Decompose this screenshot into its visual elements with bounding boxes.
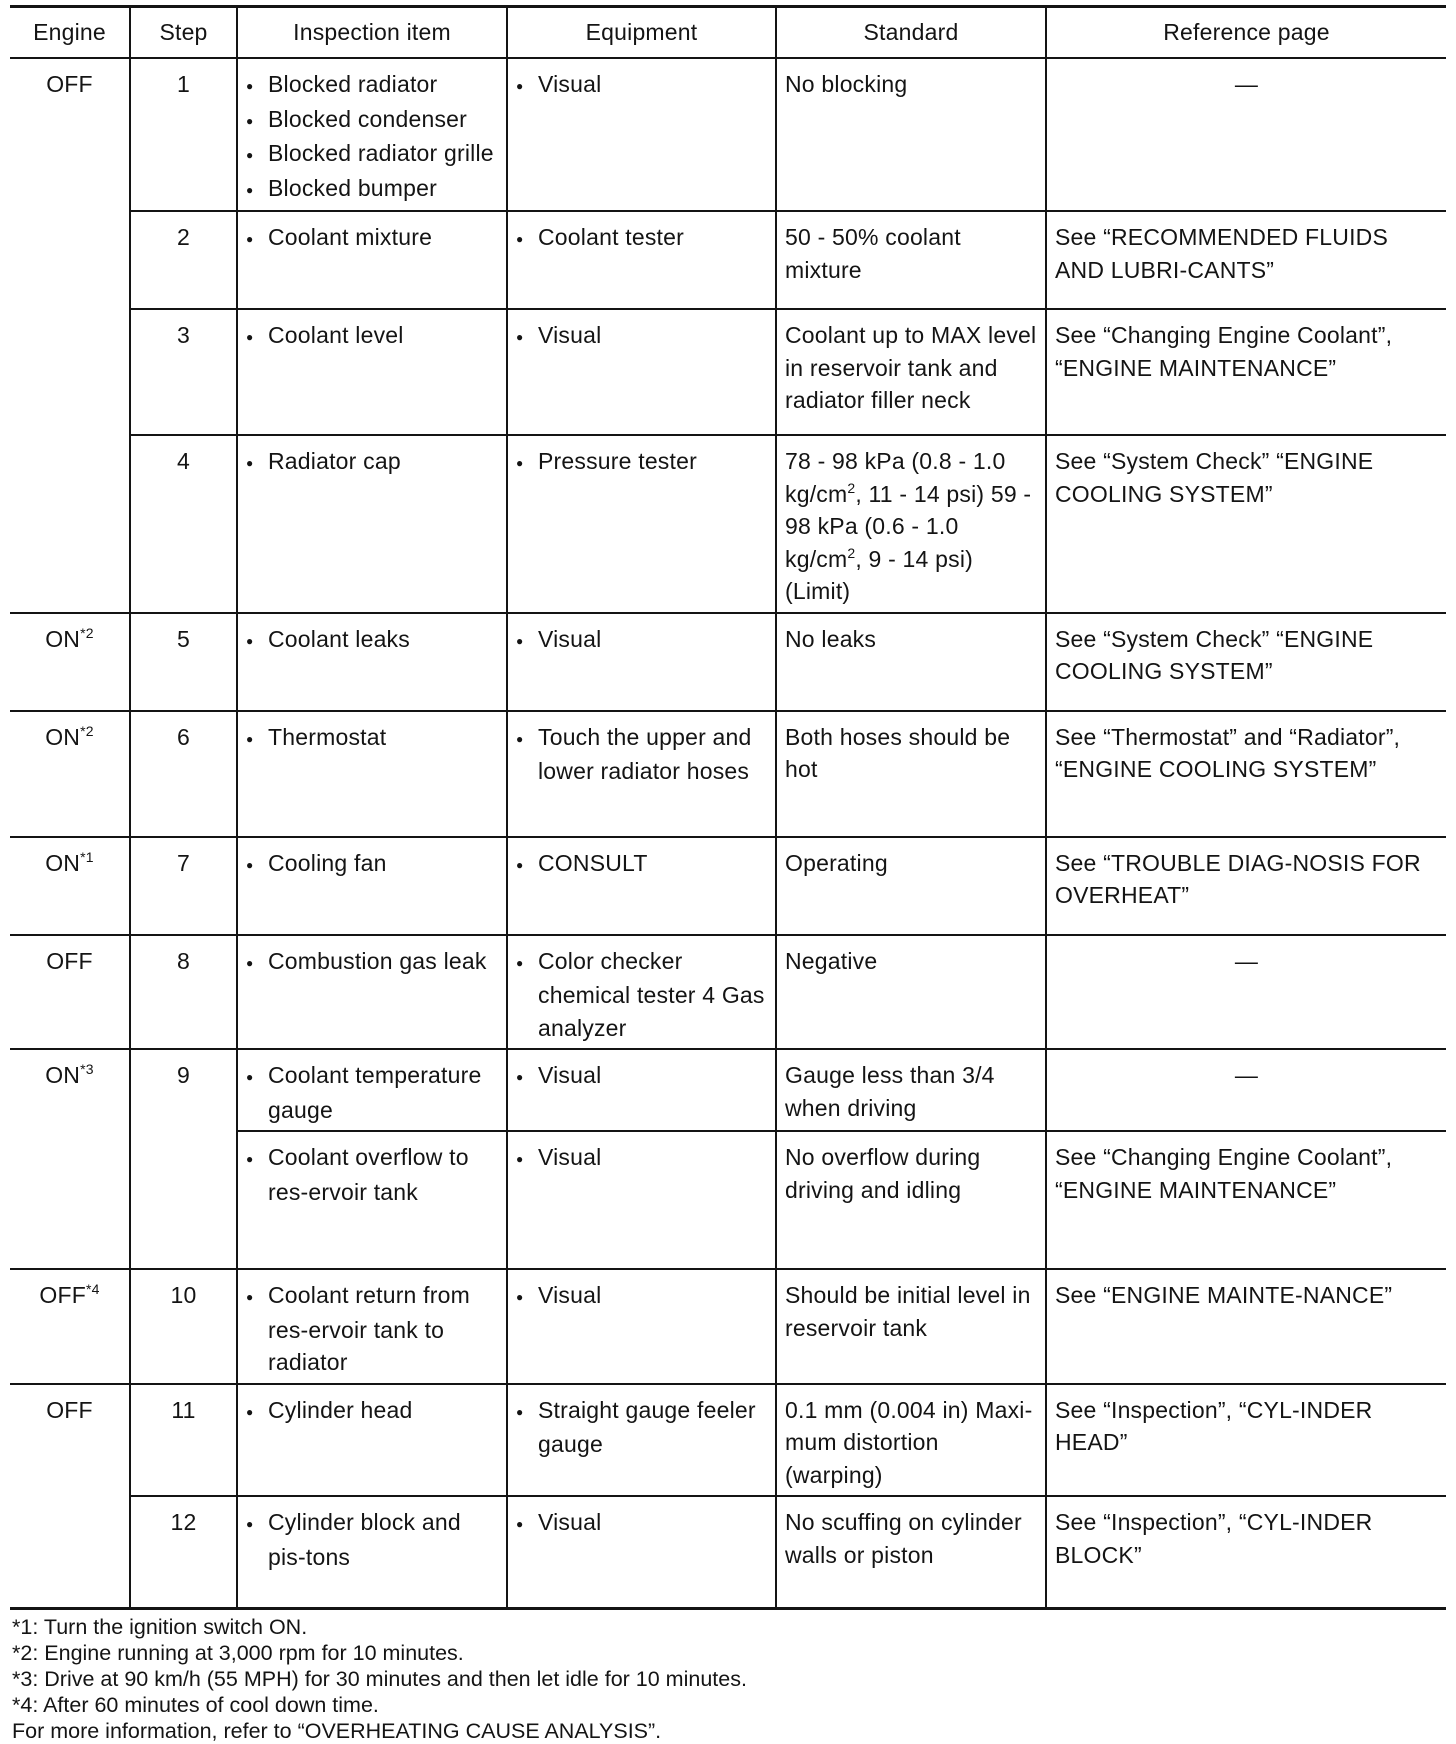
equipment-cell xyxy=(507,935,776,1050)
header-engine: Engine xyxy=(10,7,130,59)
inspection-item: ● Cooling fan xyxy=(246,847,498,882)
equipment-item: ● Visual xyxy=(516,623,767,658)
table-row xyxy=(10,1496,1446,1608)
engine-cell xyxy=(10,613,130,711)
reference-cell: See “System Check” “ENGINE COOLING SYSTEM” xyxy=(1046,613,1446,711)
reference-cell: See “Thermostat” and “Radiator”, “ENGINE COOLING SYSTEM” xyxy=(1046,711,1446,837)
step-cell: 3 xyxy=(130,309,237,435)
standard-cell: Negative xyxy=(776,935,1046,1050)
reference-cell: See “Inspection”, “CYL-INDER HEAD” xyxy=(1046,1384,1446,1497)
inspection-item: ● Radiator cap xyxy=(246,445,498,480)
header-inspection-item: Inspection item xyxy=(237,7,507,59)
standard-cell: No blocking xyxy=(776,58,1046,211)
table-row xyxy=(10,613,1446,711)
table-row xyxy=(10,1131,1446,1269)
table-row xyxy=(10,1049,1446,1131)
engine-cell xyxy=(10,58,130,211)
step-cell: 7 xyxy=(130,837,237,935)
header-equipment: Equipment xyxy=(507,7,776,59)
reference-cell: See “System Check” “ENGINE COOLING SYSTEM” xyxy=(1046,435,1446,613)
inspection-item: ● Cylinder head xyxy=(246,1394,498,1429)
standard-cell xyxy=(776,435,1046,613)
inspection-item-cell xyxy=(237,1496,507,1608)
step-cell: 5 xyxy=(130,613,237,711)
superscript: 2 xyxy=(847,479,856,496)
engine-state: OFF xyxy=(39,1282,86,1308)
reference-cell: See “Changing Engine Coolant”, “ENGINE MAINTENANCE” xyxy=(1046,1131,1446,1269)
standard-cell: Coolant up to MAX level in reservoir tank and radiator filler neck xyxy=(776,309,1046,435)
equipment-cell xyxy=(507,309,776,435)
reference-cell: See “Inspection”, “CYL-INDER BLOCK” xyxy=(1046,1496,1446,1608)
equipment-item: ● Color checker chemical tester 4 Gas analyzer xyxy=(516,945,767,1045)
engine-state: OFF xyxy=(46,71,93,97)
inspection-item: ● Coolant level xyxy=(246,319,498,354)
header-step: Step xyxy=(130,7,237,59)
engine-note: *1 xyxy=(80,848,94,865)
reference-cell: See “ENGINE MAINTE-NANCE” xyxy=(1046,1269,1446,1384)
standard-cell: No leaks xyxy=(776,613,1046,711)
step-cell xyxy=(130,1131,237,1269)
inspection-item: ● Blocked bumper xyxy=(246,172,498,207)
engine-note: *3 xyxy=(80,1061,94,1077)
standard-cell: Should be initial level in reservoir tank xyxy=(776,1269,1046,1384)
standard-cell: No overflow during driving and idling xyxy=(776,1131,1046,1269)
overheating-inspection-table xyxy=(10,5,1446,1610)
equipment-item: ● Coolant tester xyxy=(516,221,767,256)
table-header-row xyxy=(10,7,1446,59)
inspection-item-cell xyxy=(237,711,507,837)
header-reference-page: Reference page xyxy=(1046,7,1446,59)
standard-cell: Operating xyxy=(776,837,1046,935)
table-row xyxy=(10,837,1446,935)
step-cell: 6 xyxy=(130,711,237,837)
engine-state: ON xyxy=(45,849,81,876)
inspection-item: ● Blocked condenser xyxy=(246,103,498,138)
inspection-item-cell xyxy=(237,309,507,435)
inspection-item: ● Coolant return from res-ervoir tank to radiator xyxy=(246,1279,498,1379)
standard-text: , 9 - 14 psi) (Limit) xyxy=(785,545,973,604)
inspection-item-cell xyxy=(237,613,507,711)
engine-state: ON xyxy=(45,723,81,750)
engine-cell xyxy=(10,935,130,1050)
header-standard: Standard xyxy=(776,7,1046,59)
table-row xyxy=(10,711,1446,837)
inspection-item: ● Thermostat xyxy=(246,721,498,756)
engine-cell xyxy=(10,309,130,435)
inspection-item: ● Coolant overflow to res-ervoir tank xyxy=(246,1141,498,1208)
equipment-cell xyxy=(507,711,776,837)
table-row xyxy=(10,211,1446,309)
inspection-item: ● Coolant temperature gauge xyxy=(246,1059,498,1126)
step-cell: 2 xyxy=(130,211,237,309)
step-cell: 10 xyxy=(130,1269,237,1384)
table-row xyxy=(10,58,1446,211)
inspection-item-cell xyxy=(237,935,507,1050)
equipment-cell xyxy=(507,1049,776,1131)
footnote: *3: Drive at 90 km/h (55 MPH) for 30 minutes and then let idle for 10 minutes. xyxy=(12,1666,747,1691)
equipment-cell xyxy=(507,837,776,935)
inspection-item: ● Cylinder block and pis-tons xyxy=(246,1506,498,1573)
equipment-item: ● Visual xyxy=(516,1059,767,1094)
equipment-item: ● Pressure tester xyxy=(516,445,767,480)
engine-state: OFF xyxy=(46,1396,93,1423)
reference-cell: See “RECOMMENDED FLUIDS AND LUBRI-CANTS” xyxy=(1046,211,1446,309)
equipment-item: ● Visual xyxy=(516,1506,767,1541)
reference-cell: — xyxy=(1046,1049,1446,1131)
inspection-item-cell xyxy=(237,1049,507,1131)
standard-cell: Gauge less than 3/4 when driving xyxy=(776,1049,1046,1131)
engine-cell xyxy=(10,211,130,309)
inspection-sheet xyxy=(10,5,1446,1744)
engine-cell xyxy=(10,711,130,837)
table-row xyxy=(10,435,1446,613)
step-cell: 11 xyxy=(130,1384,237,1497)
engine-note: *4 xyxy=(85,1281,100,1297)
equipment-cell xyxy=(507,435,776,613)
engine-state: OFF xyxy=(46,947,93,974)
equipment-cell xyxy=(507,211,776,309)
equipment-item: ● Visual xyxy=(516,319,767,354)
engine-cell xyxy=(10,1496,130,1608)
standard-cell: 50 - 50% coolant mixture xyxy=(776,211,1046,309)
engine-cell xyxy=(10,435,130,613)
inspection-item: ● Combustion gas leak xyxy=(246,945,498,980)
reference-cell: See “Changing Engine Coolant”, “ENGINE MAINTENANCE” xyxy=(1046,309,1446,435)
step-cell: 12 xyxy=(130,1496,237,1608)
inspection-item-cell xyxy=(237,837,507,935)
equipment-item: ● Visual xyxy=(516,68,767,103)
step-cell: 4 xyxy=(130,435,237,613)
table-row xyxy=(10,1269,1446,1384)
footnote: *2: Engine running at 3,000 rpm for 10 minutes. xyxy=(12,1640,464,1665)
step-cell: 1 xyxy=(130,58,237,211)
table-row xyxy=(10,1384,1446,1497)
engine-cell xyxy=(10,1131,130,1269)
inspection-item-cell xyxy=(237,1269,507,1384)
reference-cell: — xyxy=(1046,935,1446,1050)
inspection-item: ● Coolant leaks xyxy=(246,623,498,658)
superscript: 2 xyxy=(847,544,856,561)
inspection-item-cell xyxy=(237,1131,507,1269)
standard-cell: No scuffing on cylinder walls or piston xyxy=(776,1496,1046,1608)
engine-note: *2 xyxy=(80,722,94,739)
equipment-cell xyxy=(507,1131,776,1269)
engine-state: ON xyxy=(45,625,81,652)
equipment-item: ● Visual xyxy=(516,1141,767,1176)
equipment-cell xyxy=(507,58,776,211)
inspection-item: ● Blocked radiator grille xyxy=(246,137,498,172)
table-row xyxy=(10,309,1446,435)
footnote: *1: Turn the ignition switch ON. xyxy=(12,1614,308,1639)
engine-cell xyxy=(10,1384,130,1497)
equipment-item: ● CONSULT xyxy=(516,847,767,882)
equipment-cell xyxy=(507,1384,776,1497)
equipment-cell xyxy=(507,1269,776,1384)
equipment-cell xyxy=(507,1496,776,1608)
inspection-item-cell xyxy=(237,1384,507,1497)
inspection-item: ● Coolant mixture xyxy=(246,221,498,256)
reference-cell: — xyxy=(1046,58,1446,211)
equipment-item: ● Visual xyxy=(516,1279,767,1314)
footnote: *4: After 60 minutes of cool down time. xyxy=(12,1692,379,1717)
standard-text: 78 - 98 kPa (0.8 - 1.0 kg/cm xyxy=(785,448,1006,507)
engine-cell xyxy=(10,837,130,935)
table-row xyxy=(10,935,1446,1050)
inspection-item-cell xyxy=(237,211,507,309)
standard-text: , 11 - 14 psi) 59 - 98 kPa (0.6 - 1.0 kg/cm xyxy=(785,480,1032,572)
inspection-item-cell xyxy=(237,435,507,613)
engine-state: ON xyxy=(45,1062,81,1088)
engine-cell xyxy=(10,1269,130,1384)
more-info-note: For more information, refer to “OVERHEATING CAUSE ANALYSIS”. xyxy=(12,1718,662,1743)
equipment-cell xyxy=(507,613,776,711)
step-cell: 8 xyxy=(130,935,237,1050)
engine-cell xyxy=(10,1049,130,1131)
equipment-item: ● Straight gauge feeler gauge xyxy=(516,1394,767,1461)
equipment-item: ● Touch the upper and lower radiator hoses xyxy=(516,721,767,788)
engine-note: *2 xyxy=(80,624,94,641)
reference-cell: See “TROUBLE DIAG-NOSIS FOR OVERHEAT” xyxy=(1046,837,1446,935)
standard-cell: Both hoses should be hot xyxy=(776,711,1046,837)
standard-cell: 0.1 mm (0.004 in) Maxi-mum distortion (warping) xyxy=(776,1384,1046,1497)
step-cell: 9 xyxy=(130,1049,237,1131)
inspection-item: ● Blocked radiator xyxy=(246,68,498,103)
inspection-item-cell xyxy=(237,58,507,211)
footnotes xyxy=(10,1614,1446,1744)
